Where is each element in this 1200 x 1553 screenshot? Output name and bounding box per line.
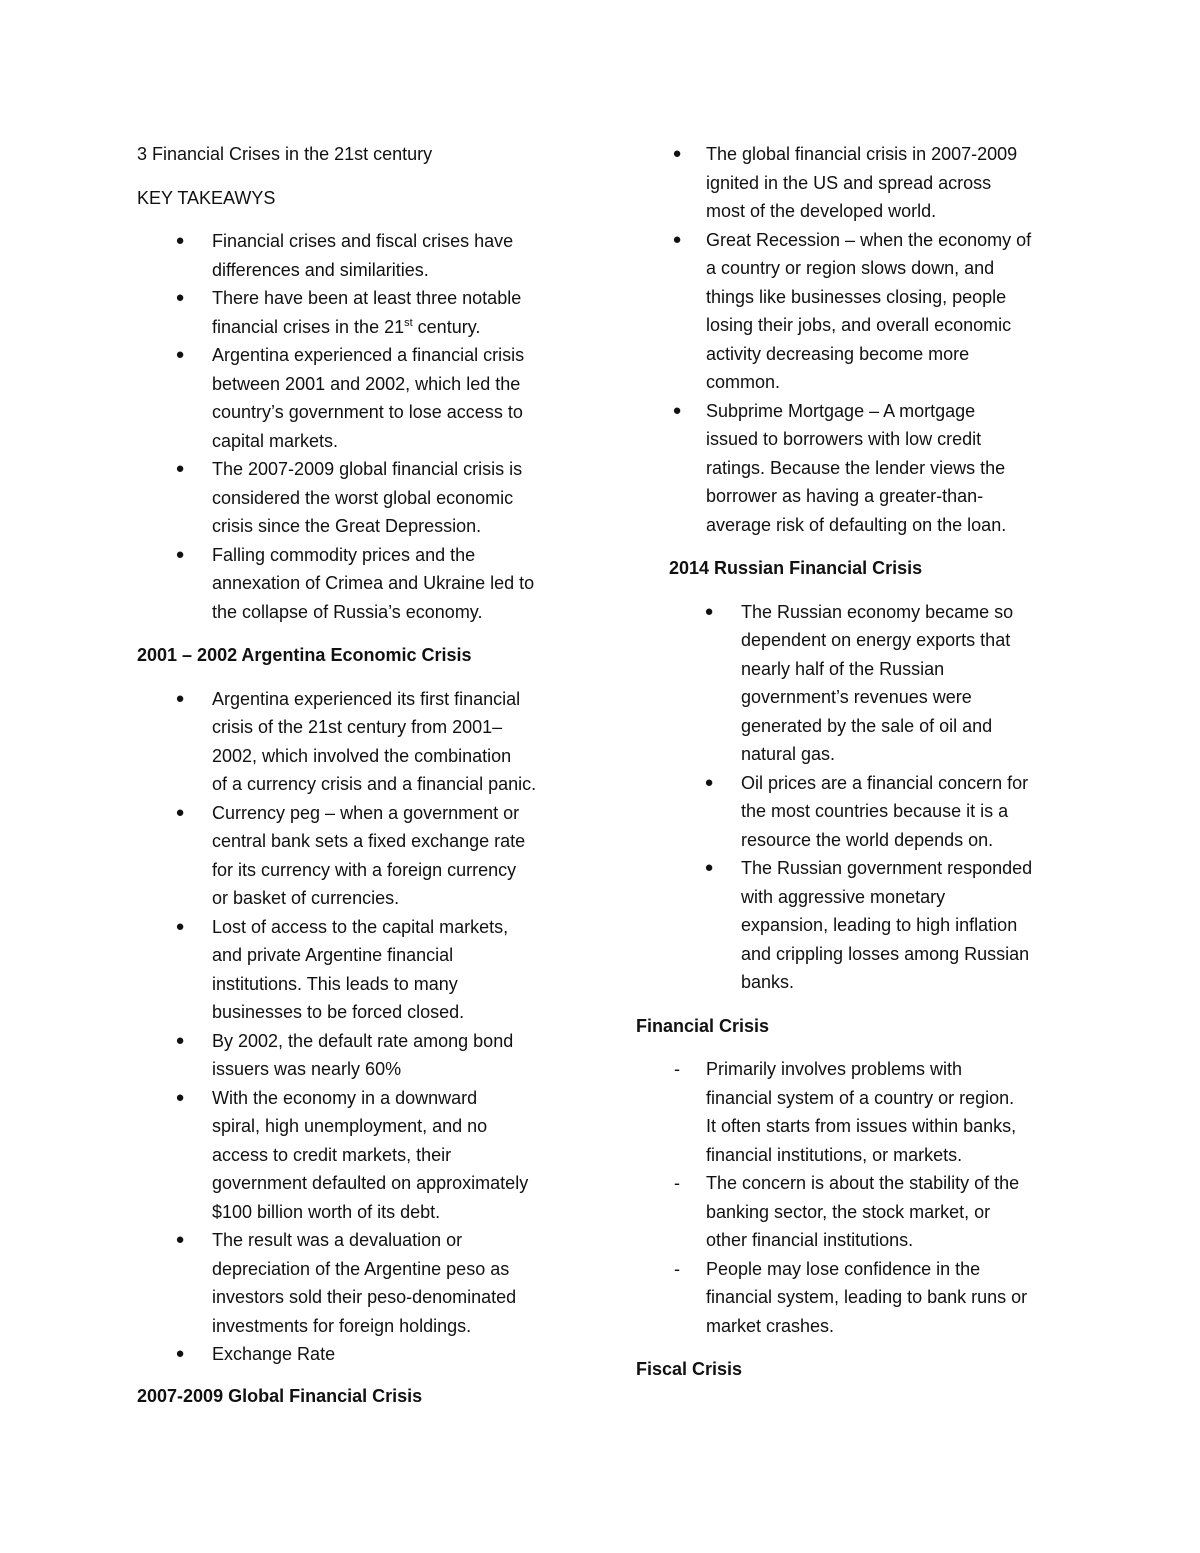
list-item	[636, 769, 1066, 855]
list-item-line: country’s government to lose access to	[212, 402, 523, 422]
bullet-icon: ●	[672, 145, 682, 162]
dash-marker: -	[674, 1059, 680, 1079]
list-item	[636, 1055, 1066, 1169]
list-item-line: The Russian economy became so	[741, 601, 1014, 622]
list-item	[636, 1255, 1066, 1341]
bullet-icon: ●	[175, 917, 185, 935]
list-item-line: financial system of a country or region.	[706, 1087, 1015, 1108]
list-item-line: generated by the sale of oil and	[741, 715, 993, 736]
list-item-line: expansion, leading to high inflation	[741, 915, 1018, 935]
list-item-line: institutions. This leads to many	[212, 973, 458, 994]
list-item-line: Currency peg – when a government or	[212, 802, 520, 823]
list-item-line: With the economy in a downward	[212, 1087, 478, 1108]
bullet-icon: ●	[175, 346, 185, 363]
list-item-line: with aggressive monetary	[741, 886, 946, 907]
bullet-icon: ●	[704, 773, 714, 791]
bullet-icon: ●	[672, 401, 682, 419]
list-item-line: capital markets.	[212, 430, 339, 451]
list-item-line: most of the developed world.	[706, 201, 937, 221]
list-item	[137, 1027, 577, 1084]
list-item-line: spiral, high unemployment, and no	[212, 1116, 488, 1136]
list-item	[137, 284, 577, 341]
list-item	[137, 1340, 577, 1369]
list-item-line: Oil prices are a financial concern for	[741, 772, 1029, 793]
list-item	[636, 1169, 1066, 1255]
list-item-line: of a currency crisis and a financial panic.	[212, 774, 537, 794]
bullet-icon: ●	[175, 1088, 185, 1106]
bullet-icon: ●	[175, 1345, 185, 1362]
list-item-line: financial institutions, or markets.	[706, 1144, 963, 1165]
list-item-line: Exchange Rate	[212, 1344, 336, 1364]
list-item	[137, 227, 577, 284]
list-item-line: businesses to be forced closed.	[212, 1002, 465, 1022]
list-item-line: central bank sets a fixed exchange rate	[212, 831, 526, 851]
list-item	[636, 140, 1066, 226]
list-item	[137, 541, 577, 627]
fiscal-crisis-heading: Fiscal Crisis	[636, 1359, 743, 1379]
bullet-icon: ●	[175, 1231, 185, 1248]
list-item-line: differences and similarities.	[212, 259, 429, 280]
list-item	[137, 799, 577, 913]
global-crisis-list	[636, 140, 1066, 539]
bullet-icon: ●	[175, 545, 185, 563]
list-item-line: financial system, leading to bank runs or	[706, 1287, 1028, 1307]
list-item-line: Great Recession – when the economy of	[706, 229, 1032, 250]
list-item	[137, 1226, 577, 1340]
list-item	[636, 226, 1066, 397]
list-item-line: dependent on energy exports that	[741, 630, 1011, 650]
list-item-line: or basket of currencies.	[212, 888, 400, 908]
list-item-line: things like businesses closing, people	[706, 286, 1007, 307]
list-item	[137, 1084, 577, 1227]
list-item-line: Subprime Mortgage – A mortgage	[706, 400, 976, 421]
list-item-line: banking sector, the stock market, or	[706, 1201, 991, 1222]
document-title: 3 Financial Crises in the 21st century	[137, 144, 433, 164]
list-item-line: crisis since the Great Depression.	[212, 516, 482, 536]
list-item-line: By 2002, the default rate among bond	[212, 1030, 514, 1051]
list-item	[636, 854, 1066, 997]
bullet-icon: ●	[704, 602, 714, 620]
list-item-line: average risk of defaulting on the loan.	[706, 514, 1007, 535]
financial-crisis-list	[636, 1055, 1066, 1340]
bullet-icon: ●	[175, 460, 185, 477]
bullet-icon: ●	[672, 230, 682, 248]
list-item-line: between 2001 and 2002, which led the	[212, 373, 521, 394]
list-item-line: Falling commodity prices and the	[212, 544, 476, 565]
list-item-line: The result was a devaluation or	[212, 1230, 463, 1250]
left-column	[137, 140, 577, 1425]
list-item	[137, 341, 577, 455]
list-item-line: considered the worst global economic	[212, 487, 514, 508]
list-item-line: depreciation of the Argentine peso as	[212, 1258, 510, 1279]
list-item-line: government’s revenues were	[741, 687, 972, 707]
list-item-line: and private Argentine financial	[212, 945, 454, 965]
list-item-line: for its currency with a foreign currency	[212, 859, 517, 880]
list-item	[636, 598, 1066, 769]
dash-marker: -	[674, 1258, 680, 1279]
russia-crisis-list	[636, 598, 1066, 997]
list-item-line: resource the world depends on.	[741, 829, 994, 850]
list-item-line: common.	[706, 372, 781, 392]
list-item-line: investors sold their peso-denominated	[212, 1287, 517, 1307]
list-item-line: investments for foreign holdings.	[212, 1315, 472, 1336]
list-item-line: activity decreasing become more	[706, 343, 970, 364]
argentina-crisis-list	[137, 685, 577, 1369]
list-item	[137, 685, 577, 799]
list-item-line: borrower as having a greater-than-	[706, 486, 984, 506]
key-takeaways-list	[137, 227, 577, 626]
list-item	[137, 455, 577, 541]
list-item-line: nearly half of the Russian	[741, 658, 945, 679]
list-item-line: There have been at least three notable	[212, 288, 522, 308]
list-item-line: Lost of access to the capital markets,	[212, 916, 509, 937]
list-item-line: access to credit markets, their	[212, 1144, 452, 1165]
list-item-line: ratings. Because the lender views the	[706, 457, 1006, 478]
list-item-line: The Russian government responded	[741, 858, 1033, 878]
bullet-icon: ●	[175, 689, 185, 707]
financial-crisis-heading: Financial Crisis	[636, 1015, 770, 1036]
list-item-line: government defaulted on approximately	[212, 1173, 529, 1193]
dash-marker: -	[674, 1173, 680, 1193]
list-item-line: Primarily involves problems with	[706, 1059, 963, 1079]
list-item-line: Financial crises and fiscal crises have	[212, 231, 514, 251]
list-item-line: It often starts from issues within banks,	[706, 1116, 1017, 1136]
list-item-line: and crippling losses among Russian	[741, 943, 1030, 964]
list-item-line: the collapse of Russia’s economy.	[212, 601, 483, 622]
bullet-icon: ●	[704, 859, 714, 876]
list-item-line: the most countries because it is a	[741, 801, 1009, 821]
list-item-line: $100 billion worth of its debt.	[212, 1201, 441, 1222]
list-item-line: The concern is about the stability of the	[706, 1173, 1020, 1193]
key-takeaways-label: KEY TAKEAWYS	[137, 187, 276, 208]
bullet-icon: ●	[175, 289, 185, 306]
russia-crisis-heading: 2014 Russian Financial Crisis	[669, 558, 923, 578]
list-item-line: losing their jobs, and overall economic	[706, 315, 1012, 335]
list-item	[636, 397, 1066, 540]
list-item-line: The 2007-2009 global financial crisis is	[212, 459, 523, 479]
list-item-line: natural gas.	[741, 744, 836, 764]
global-crisis-heading: 2007-2009 Global Financial Crisis	[137, 1385, 423, 1406]
list-item-line: other financial institutions.	[706, 1230, 914, 1250]
list-item-line: banks.	[741, 972, 795, 992]
list-item-line: 2002, which involved the combination	[212, 745, 512, 766]
list-item-line: The global financial crisis in 2007-2009	[706, 144, 1018, 164]
list-item-line: market crashes.	[706, 1315, 835, 1336]
bullet-icon: ●	[175, 232, 185, 249]
list-item-line: People may lose confidence in the	[706, 1258, 981, 1279]
list-item-line: issuers was nearly 60%	[212, 1059, 402, 1079]
bullet-icon: ●	[175, 1031, 185, 1049]
list-item-line: issued to borrowers with low credit	[706, 429, 982, 449]
argentina-crisis-heading: 2001 – 2002 Argentina Economic Crisis	[137, 645, 472, 665]
right-column	[636, 140, 1066, 1399]
list-item-line: ignited in the US and spread across	[706, 172, 992, 193]
list-item-line: Argentina experienced a financial crisis	[212, 345, 525, 365]
list-item-line: crisis of the 21st century from 2001–	[212, 717, 503, 737]
list-item-line: Argentina experienced its first financial	[212, 688, 521, 709]
list-item-line: annexation of Crimea and Ukraine led to	[212, 573, 535, 593]
list-item-line: a country or region slows down, and	[706, 258, 995, 278]
list-item-line: financial crises in the 21st century.	[212, 316, 481, 337]
bullet-icon: ●	[175, 803, 185, 821]
list-item	[137, 913, 577, 1027]
